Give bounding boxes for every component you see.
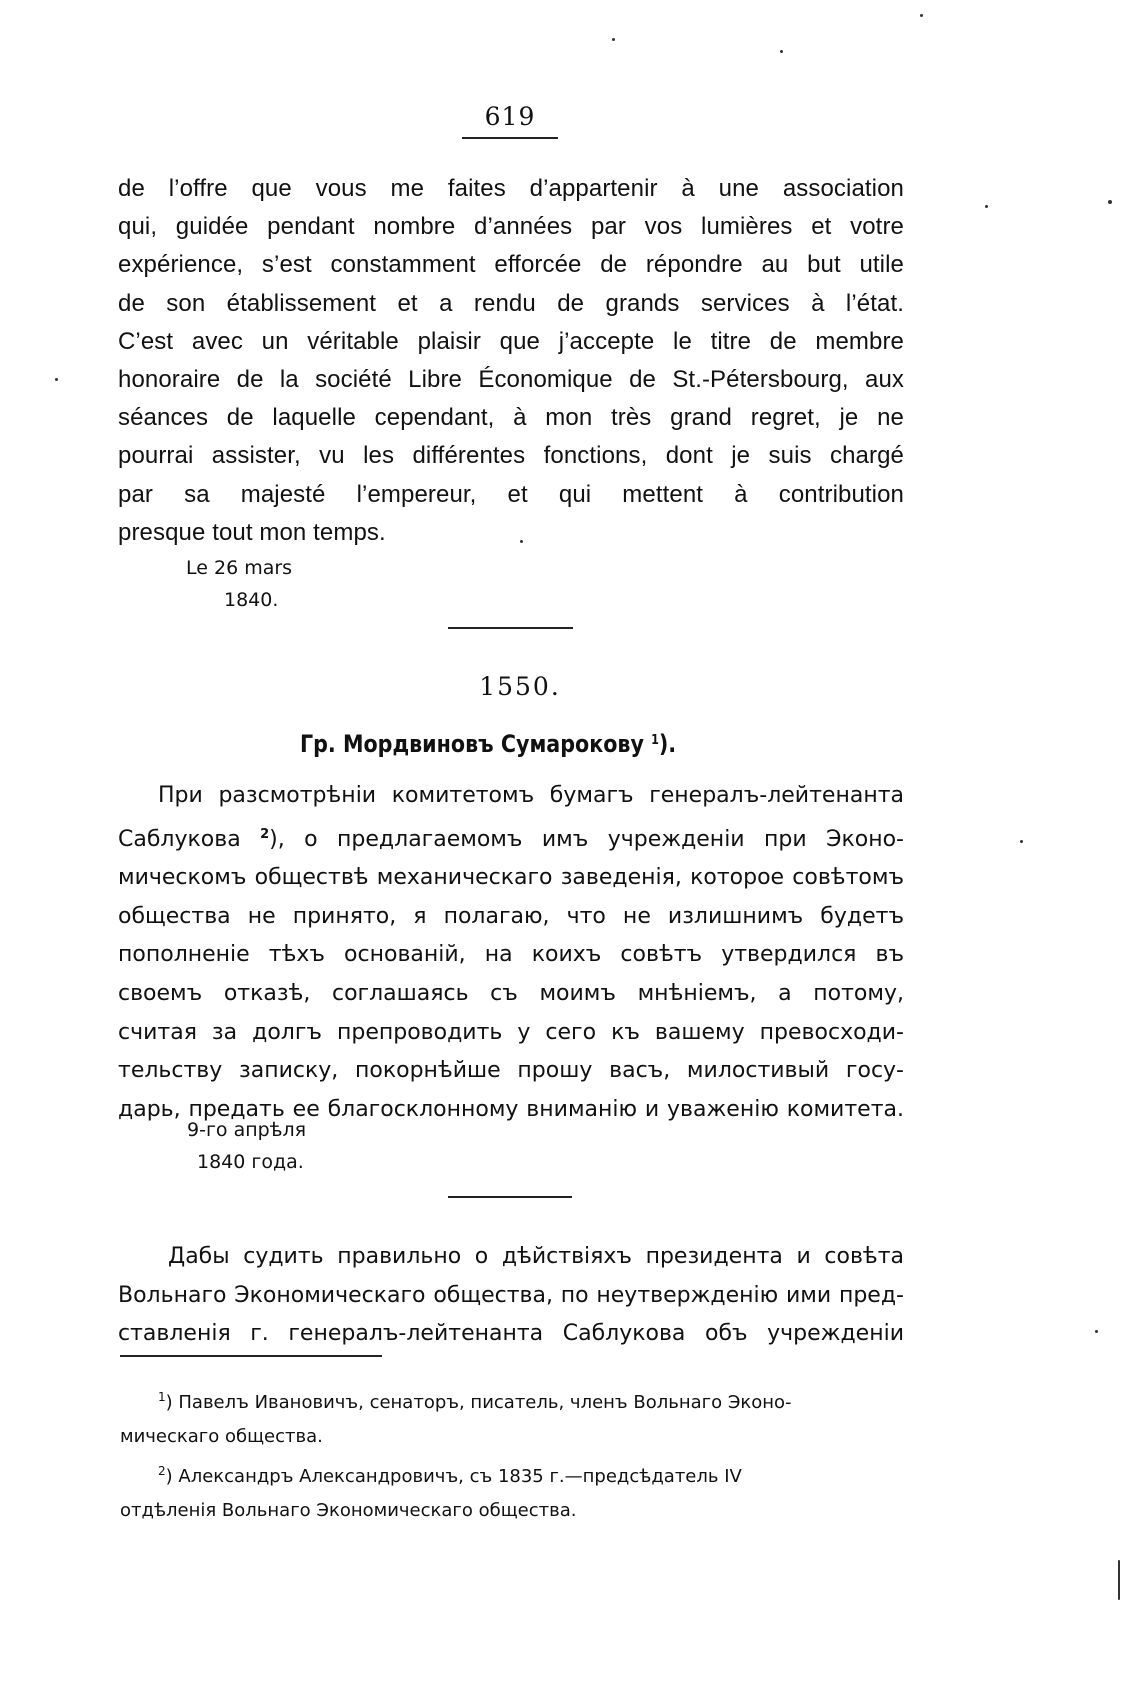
document-number: 1550. bbox=[479, 672, 561, 701]
page-number-underline bbox=[462, 137, 558, 139]
body-line: своемъ отказѣ, соглашаясь съ моимъ мнѣніемъ, а потому, bbox=[118, 980, 904, 1006]
body-line: считая за долгъ препроводить у сего къ вашему превосходи- bbox=[118, 1019, 904, 1045]
footnote bbox=[120, 1454, 906, 1494]
document-body bbox=[118, 777, 904, 1129]
document-title bbox=[300, 730, 764, 758]
document-date bbox=[187, 1114, 306, 1178]
section-divider bbox=[448, 627, 573, 629]
scan-speck bbox=[520, 540, 523, 543]
footnote-separator bbox=[120, 1355, 382, 1357]
body-line: дарь, предать ее благосклонному вниманію и уваженію комитета. bbox=[118, 1096, 904, 1122]
french-line: C’est avec un véritable plaisir que j’accepte le titre de membre bbox=[118, 327, 904, 355]
footnote-marker: 1 bbox=[158, 1390, 166, 1404]
footnote-ref: 2 bbox=[260, 826, 270, 842]
footnote-text: ) Александръ Александровичъ, съ 1835 г.—предсѣдатель IV bbox=[165, 1466, 742, 1487]
footnote-ref: 1 bbox=[651, 733, 659, 748]
footnote-continuation: мическаго общества. bbox=[120, 1426, 323, 1447]
french-line: qui, guidée pendant nombre d’années par vos lumières et votre bbox=[118, 213, 904, 241]
french-line: pourrai assister, vu les différentes fonctions, dont je suis chargé bbox=[118, 442, 904, 470]
scan-speck bbox=[985, 205, 988, 208]
french-line: expérience, s’est constamment efforcée de répondre au but utile bbox=[118, 251, 904, 279]
french-line: honoraire de la société Libre Économique de St.-Pétersbourg, aux bbox=[118, 366, 904, 394]
french-line: de son établissement et a rendu de grands services à l’état. bbox=[118, 289, 904, 317]
french-line: de l’offre que vous me faites d’appartenir à une association bbox=[118, 175, 904, 202]
title-text: Гр. Мордвиновъ Сумарокову bbox=[300, 730, 644, 758]
scan-speck bbox=[780, 50, 783, 53]
scan-speck bbox=[920, 14, 923, 17]
body-line bbox=[118, 816, 904, 860]
french-letter-text bbox=[118, 170, 904, 552]
body-line: пополненіе тѣхъ основаній, на коихъ совѣтъ утвердился въ bbox=[118, 942, 904, 968]
footnote-continuation: отдѣленія Вольнаго Экономическаго общества. bbox=[120, 1500, 577, 1521]
body-line: ставленія г. генералъ-лейтенанта Саблукова объ учрежденіи bbox=[118, 1321, 904, 1347]
body-line: мическомъ обществѣ механическаго заведенія, которое совѣтомъ bbox=[118, 865, 904, 891]
scan-speck bbox=[1118, 1560, 1120, 1600]
footnote-marker: 2 bbox=[158, 1464, 166, 1478]
footnote bbox=[120, 1380, 906, 1420]
body-line: Дабы судить правильно о дѣйствіяхъ президента и совѣта bbox=[168, 1244, 904, 1269]
body-line: Вольнаго Экономическаго общества, по неутвержденію ими пред- bbox=[118, 1282, 904, 1308]
scan-speck bbox=[55, 378, 58, 381]
body-text: ), о предлагаемомъ имъ учрежденіи при Эконо- bbox=[269, 826, 904, 852]
scan-speck bbox=[612, 38, 615, 41]
footnotes bbox=[120, 1380, 906, 1528]
date-day: 9-го апрѣля bbox=[187, 1119, 307, 1141]
date-year: 1840 года. bbox=[197, 1151, 304, 1173]
body-line: общества не принято, я полагаю, что не излишнимъ будетъ bbox=[118, 903, 904, 929]
french-line: séances de laquelle cependant, à mon très grand regret, je ne bbox=[118, 404, 904, 432]
continuation-text bbox=[118, 1238, 904, 1354]
page-number: 619 bbox=[484, 102, 536, 131]
section-divider bbox=[448, 1196, 572, 1198]
french-line: par sa majesté l’empereur, et qui mettent à contribution bbox=[118, 480, 904, 508]
french-line: presque tout mon temps. bbox=[118, 518, 386, 546]
french-letter-date bbox=[186, 552, 292, 616]
date-day: Le 26 mars bbox=[186, 557, 293, 579]
scan-speck bbox=[1095, 1330, 1098, 1333]
title-suffix: ). bbox=[658, 730, 677, 758]
scan-speck bbox=[1108, 200, 1112, 204]
date-year: 1840. bbox=[224, 589, 279, 611]
footnote-text: ) Павелъ Ивановичъ, сенаторъ, писатель, членъ Вольнаго Эконо- bbox=[165, 1392, 792, 1413]
body-line: тельству записку, покорнѣйше прошу васъ, милостивый госу- bbox=[118, 1058, 904, 1084]
body-text: Саблукова bbox=[118, 826, 241, 852]
scan-speck bbox=[1020, 840, 1023, 843]
body-line: При разсмотрѣніи комитетомъ бумагъ генералъ-лейтенанта bbox=[158, 783, 904, 808]
